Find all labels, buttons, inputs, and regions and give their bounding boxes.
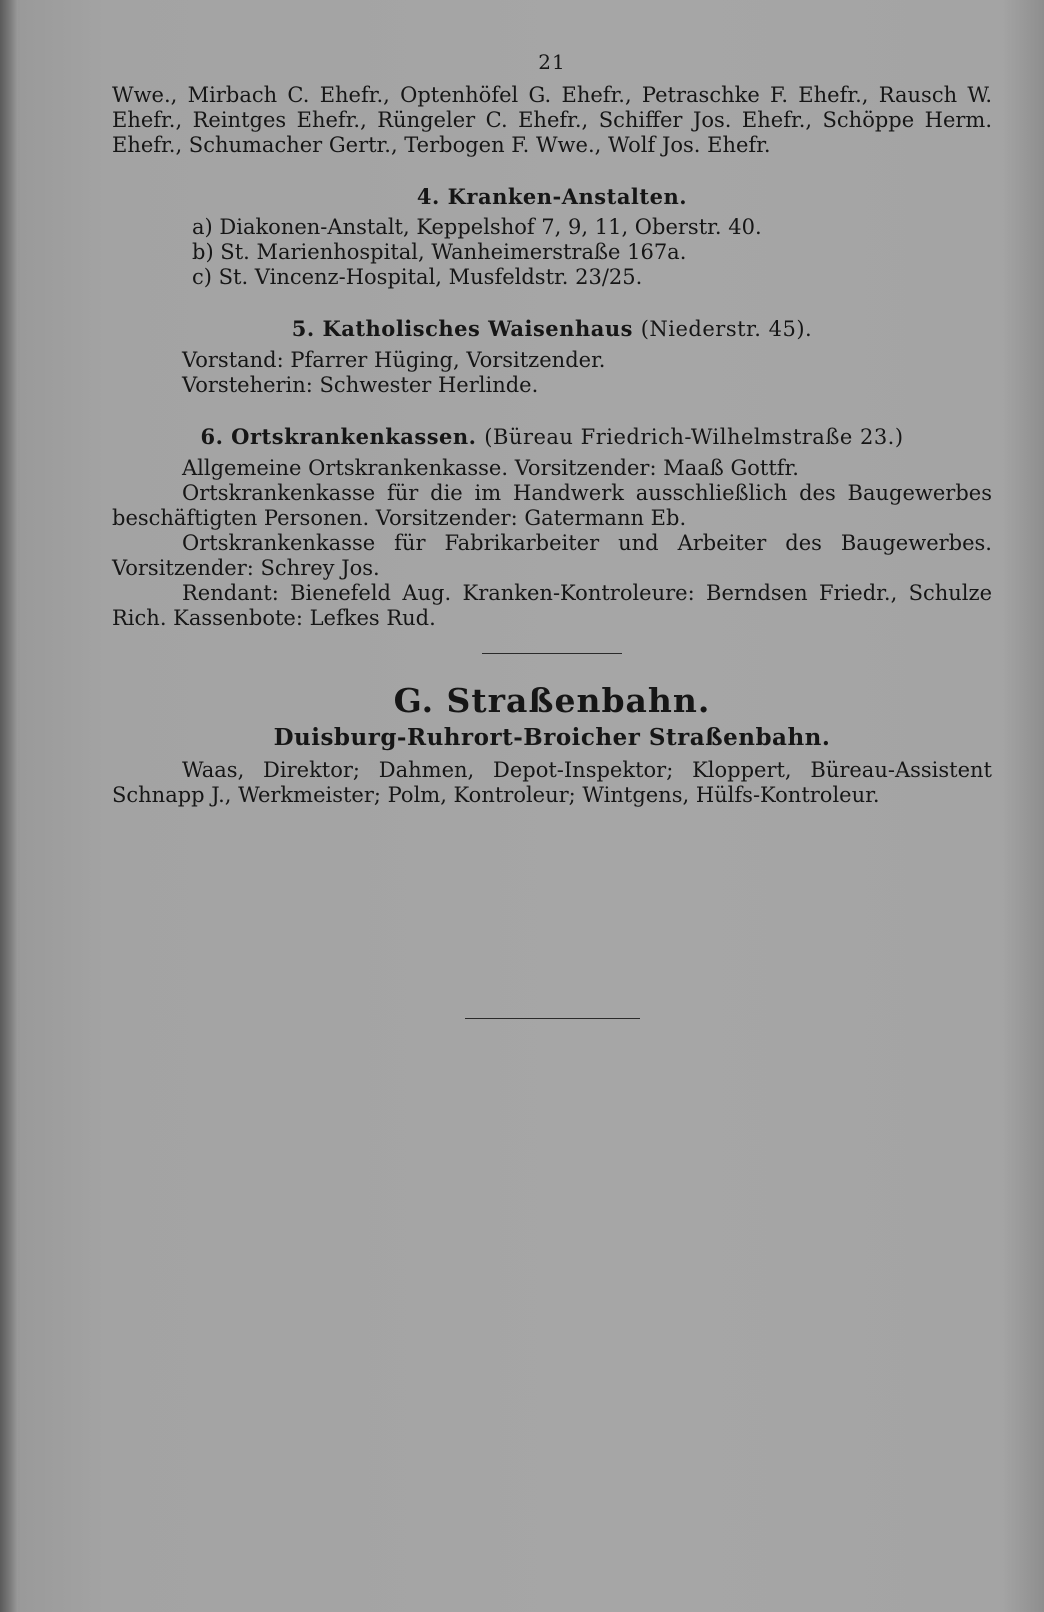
section-4-list (192, 215, 992, 290)
section-5-lines (182, 348, 992, 398)
paragraph: Allgemeine Ortskrankenkasse. Vorsitzender: Maaß Gottfr. (182, 456, 799, 480)
board-line: Vorstand: Pfarrer Hüging, Vorsitzender. (182, 348, 606, 372)
page-number: 21 (538, 50, 566, 74)
section-5-title: 5. Katholisches Waisenhaus (291, 316, 633, 341)
section-5-heading (112, 316, 992, 342)
end-divider (465, 1018, 640, 1019)
page-content (112, 50, 992, 1019)
paragraph: Ortskrankenkasse für die im Handwerk ausschließlich des Baugewerbes beschäftigten Personen. Vorsitzender: Gatermann Eb. (112, 481, 992, 530)
matron-line: Vorsteherin: Schwester Herlinde. (182, 373, 539, 397)
section-5-address: (Niederstr. 45). (640, 317, 813, 341)
list-item: c) St. Vincenz-Hospital, Musfeldstr. 23/25. (192, 265, 643, 289)
paragraph: Rendant: Bienefeld Aug. Kranken-Kontroleure: Berndsen Friedr., Schulze Rich. Kassenbote: Lefkes Rud. (112, 581, 992, 630)
section-6-heading (112, 424, 992, 450)
section-4-heading: 4. Kranken-Anstalten. (416, 184, 688, 209)
chapter-g-heading: G. Straßenbahn. (393, 681, 711, 720)
chapter-g-subheading: Duisburg-Ruhrort-Broicher Straßenbahn. (273, 724, 831, 751)
tramway-staff-paragraph: Waas, Direktor; Dahmen, Depot-Inspektor; Kloppert, Büreau-Assistent Schnapp J., Werkmeister; Polm, Kontroleur; Wintgens, Hülfs-Kontroleur. (112, 758, 992, 807)
intro-paragraph: Wwe., Mirbach C. Ehefr., Optenhöfel G. Ehefr., Petraschke F. Ehefr., Rausch W. Ehefr., Reintges Ehefr., Rüngeler C. Ehefr., Schiffer Jos. Ehefr., Schöppe Herm. Ehefr., Schumacher Gertr., Terbogen F. Wwe., Wolf Jos. Ehefr. (112, 83, 992, 157)
divider (482, 653, 622, 654)
book-gutter-shadow (0, 0, 18, 1612)
list-item: b) St. Marienhospital, Wanheimerstraße 167a. (192, 240, 687, 264)
list-item: a) Diakonen-Anstalt, Keppelshof 7, 9, 11, Oberstr. 40. (192, 215, 762, 239)
section-6-address: (Büreau Friedrich-Wilhelmstraße 23.) (484, 425, 904, 449)
section-6-title: 6. Ortskrankenkassen. (200, 424, 477, 449)
paragraph: Ortskrankenkasse für Fabrikarbeiter und Arbeiter des Baugewerbes. Vorsitzender: Schrey Jos. (112, 531, 992, 580)
